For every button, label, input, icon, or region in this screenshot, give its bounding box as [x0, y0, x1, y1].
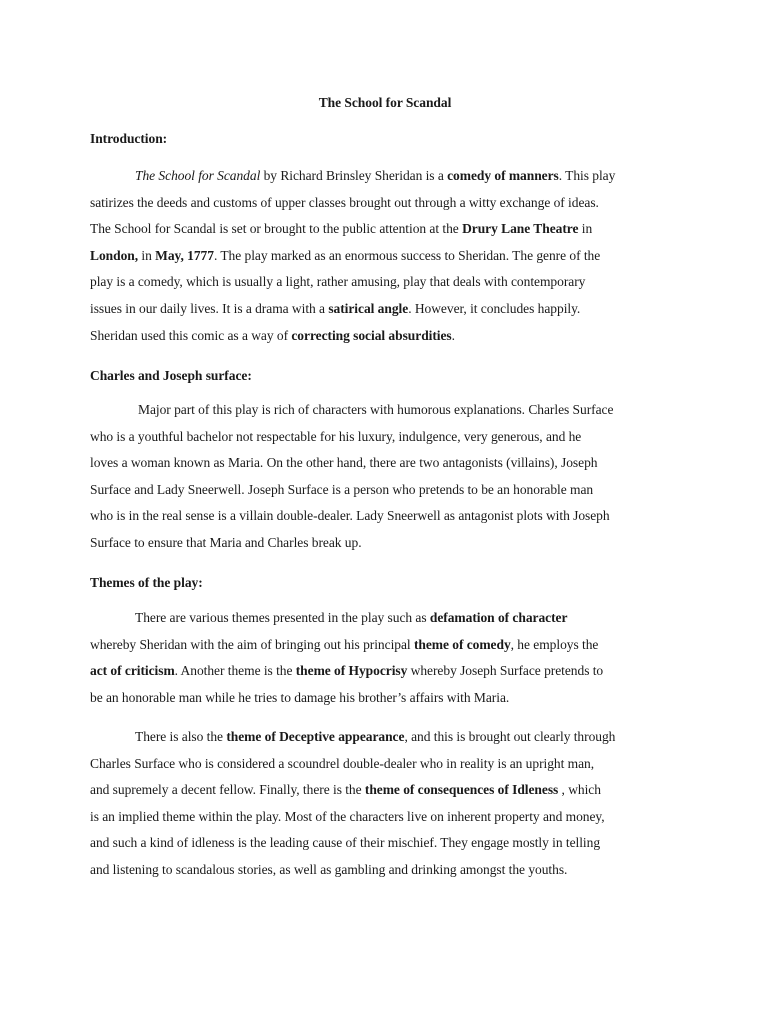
document-title: The School for Scandal — [318, 95, 452, 110]
text-line: whereby Sheridan with the aim of bringing out his principal theme of comedy, he employs the — [90, 636, 599, 652]
text-line: and supremely a decent fellow. Finally, there is the theme of consequences of Idleness , which — [90, 782, 601, 798]
text-line: be an honorable man while he tries to damage his brother’s affairs with Maria. — [90, 689, 510, 705]
text-line: and listening to scandalous stories, as well as gambling and drinking amongst the youths. — [90, 861, 568, 877]
paragraph-themes-2 — [90, 724, 680, 884]
paragraph-themes-1 — [90, 605, 680, 711]
text-line: London, in May, 1777. The play marked as an enormous success to Sheridan. The genre of the — [90, 247, 601, 263]
text-line: The School for Scandal is set or brought to the public attention at the Drury Lane Theatre in — [90, 221, 593, 237]
text-line: Sheridan used this comic as a way of correcting social absurdities. — [90, 327, 455, 343]
text-line: is an implied theme within the play. Most of the characters live on inherent property and money, — [90, 808, 605, 824]
text-line: The School for Scandal by Richard Brinsley Sheridan is a comedy of manners. This play — [135, 168, 616, 183]
section-heading-themes: Themes of the play: — [90, 575, 203, 590]
section-heading-charles-joseph: Charles and Joseph surface: — [90, 368, 252, 383]
text-line: act of criticism. Another theme is the theme of Hypocrisy whereby Joseph Surface pretends to — [90, 663, 604, 679]
text-line: loves a woman known as Maria. On the other hand, there are two antagonists (villains), Joseph — [90, 455, 598, 471]
text-line: There is also the theme of Deceptive appearance, and this is brought out clearly through — [135, 729, 616, 744]
section-heading-introduction: Introduction: — [90, 131, 168, 146]
text-line: There are various themes presented in the play such as defamation of character — [135, 610, 568, 625]
text-line: Surface to ensure that Maria and Charles break up. — [90, 534, 362, 550]
text-line: satirizes the deeds and customs of upper classes brought out through a witty exchange of ideas. — [90, 194, 599, 210]
text-line: issues in our daily lives. It is a drama with a satirical angle. However, it concludes happily. — [90, 300, 581, 316]
paragraph-introduction — [90, 163, 680, 349]
text-line: who is a youthful bachelor not respectable for his luxury, indulgence, very generous, and he — [90, 428, 582, 444]
text-line: Major part of this play is rich of characters with humorous explanations. Charles Surface — [138, 402, 614, 417]
text-line: play is a comedy, which is usually a light, rather amusing, play that deals with contemporary — [90, 274, 586, 290]
paragraph-charles-joseph — [90, 397, 680, 557]
text-line: Surface and Lady Sneerwell. Joseph Surface is a person who pretends to be an honorable man — [90, 481, 594, 497]
text-line: and such a kind of idleness is the leading cause of their mischief. They engage mostly in telling — [90, 835, 601, 851]
text-line: Charles Surface who is considered a scoundrel double-dealer who in reality is an upright man, — [90, 755, 595, 771]
text-line: who is in the real sense is a villain double-dealer. Lady Sneerwell as antagonist plots with Joseph — [90, 508, 610, 524]
